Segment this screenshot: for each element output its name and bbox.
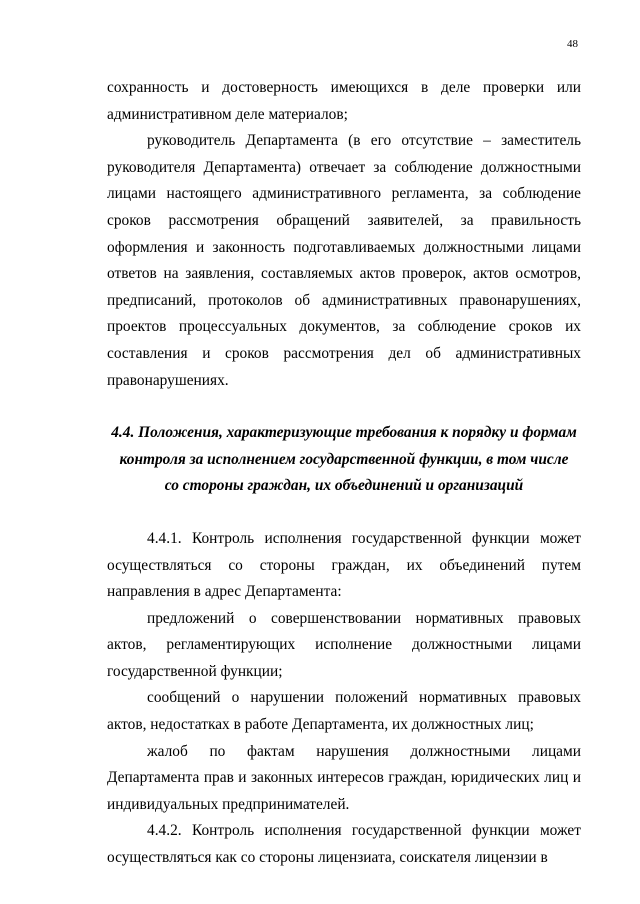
heading-line: контроля за исполнением государственной функции, в том числе: [119, 450, 569, 468]
document-body: [107, 75, 581, 872]
paragraph-reports: сообщений о нарушении положений нормативных правовых актов, недостатках в работе Департамента, их должностных лиц;: [107, 689, 581, 734]
section-heading-4-4: [107, 420, 581, 500]
page-number: 48: [567, 38, 578, 50]
paragraph-materials: сохранность и достоверность имеющихся в деле проверки или административном деле материалов;: [107, 79, 581, 123]
heading-line: со стороны граждан, их объединений и организаций: [164, 477, 524, 495]
paragraph-complaints: жалоб по фактам нарушения должностными лицами Департамента прав и законных интересов граждан, юридических лиц и индивидуальных предпринимателей.: [107, 742, 581, 813]
paragraph-4-4-2: 4.4.2. Контроль исполнения государственной функции может осуществляться как со стороны лицензиата, соискателя лицензии в: [107, 822, 581, 867]
heading-line: 4.4. Положения, характеризующие требования к порядку и формам: [111, 424, 577, 442]
paragraph-proposals: предложений о совершенствовании нормативных правовых актов, регламентирующих исполнение должностными лицами государственной функции;: [107, 609, 581, 680]
paragraph-department-head: руководитель Департамента (в его отсутствие – заместитель руководителя Департамента) отвечает за соблюдение должностными лицами настоящего административного регламента, за соблюдение сроков рассмотрения обращений заявителей, за правильность оформления и законность подготавливаемых должностными лицами ответов на заявления, составляемых актов проверок, актов осмотров, предписаний, протоколов об административных правонарушениях, проектов процессуальных документов, за соблюдение сроков их составления и сроков рассмотрения дел об административных правонарушениях.: [107, 132, 581, 389]
paragraph-4-4-1: 4.4.1. Контроль исполнения государственной функции может осуществляться со стороны граждан, их объединений путем направления в адрес Департамента:: [107, 529, 581, 601]
